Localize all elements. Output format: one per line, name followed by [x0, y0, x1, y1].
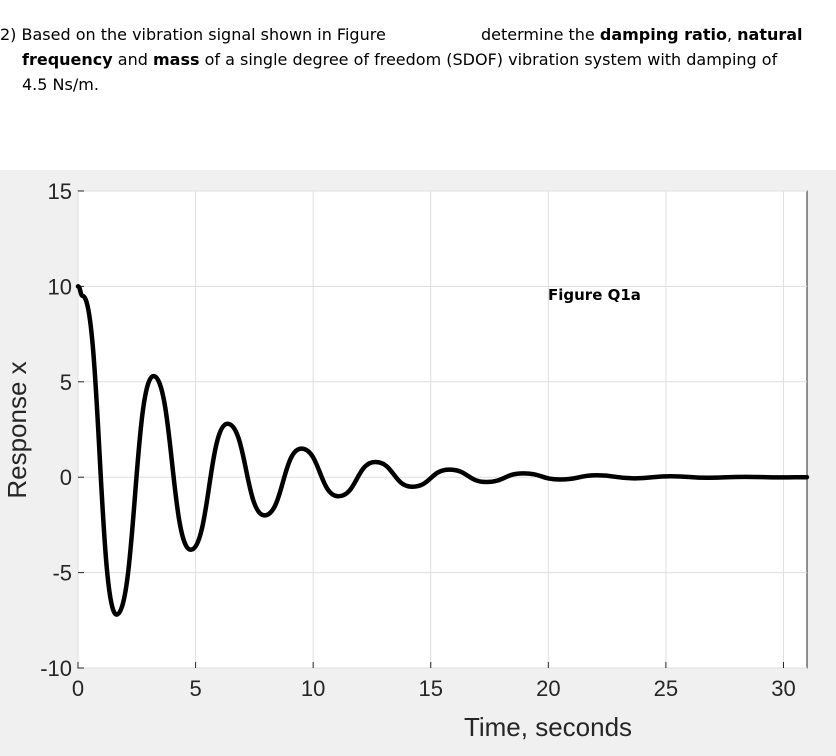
plot-area — [78, 191, 807, 668]
question-text-a: Based on the vibration signal shown in Figure — [21, 25, 386, 44]
y-axis-title: Response x — [2, 361, 32, 499]
y-tick-label: 5 — [59, 369, 72, 395]
question-line-3: 4.5 Ns/m. — [22, 75, 99, 94]
x-tick-label: 15 — [418, 676, 443, 701]
x-axis-title: Time, seconds — [463, 712, 633, 742]
bold-mass: mass — [152, 50, 200, 69]
question-number: 2) — [0, 25, 17, 44]
question-text-b: determine the — [481, 25, 600, 44]
y-tick-label: 0 — [59, 465, 72, 491]
bold-natural: natural — [737, 25, 803, 44]
and-text: and — [112, 50, 153, 69]
x-tick-label: 0 — [71, 676, 85, 701]
bold-damping-ratio: damping ratio — [599, 25, 727, 44]
y-tick-label: -5 — [52, 560, 72, 586]
figure-label: Figure Q1a — [548, 286, 641, 304]
comma: , — [726, 25, 738, 44]
y-tick-label: -10 — [40, 656, 72, 681]
y-tick-label: 10 — [47, 274, 72, 300]
bold-frequency: frequency — [22, 50, 113, 69]
x-tick-label: 5 — [189, 676, 202, 701]
x-tick-label: 20 — [536, 676, 561, 701]
x-tick-label: 30 — [771, 676, 796, 701]
x-tick-label: 10 — [300, 676, 326, 701]
x-tick-label: 25 — [653, 676, 679, 701]
y-tick-label: 15 — [47, 179, 72, 204]
question-text-c: of a single degree of freedom (SDOF) vibration system with damping of — [199, 50, 778, 69]
